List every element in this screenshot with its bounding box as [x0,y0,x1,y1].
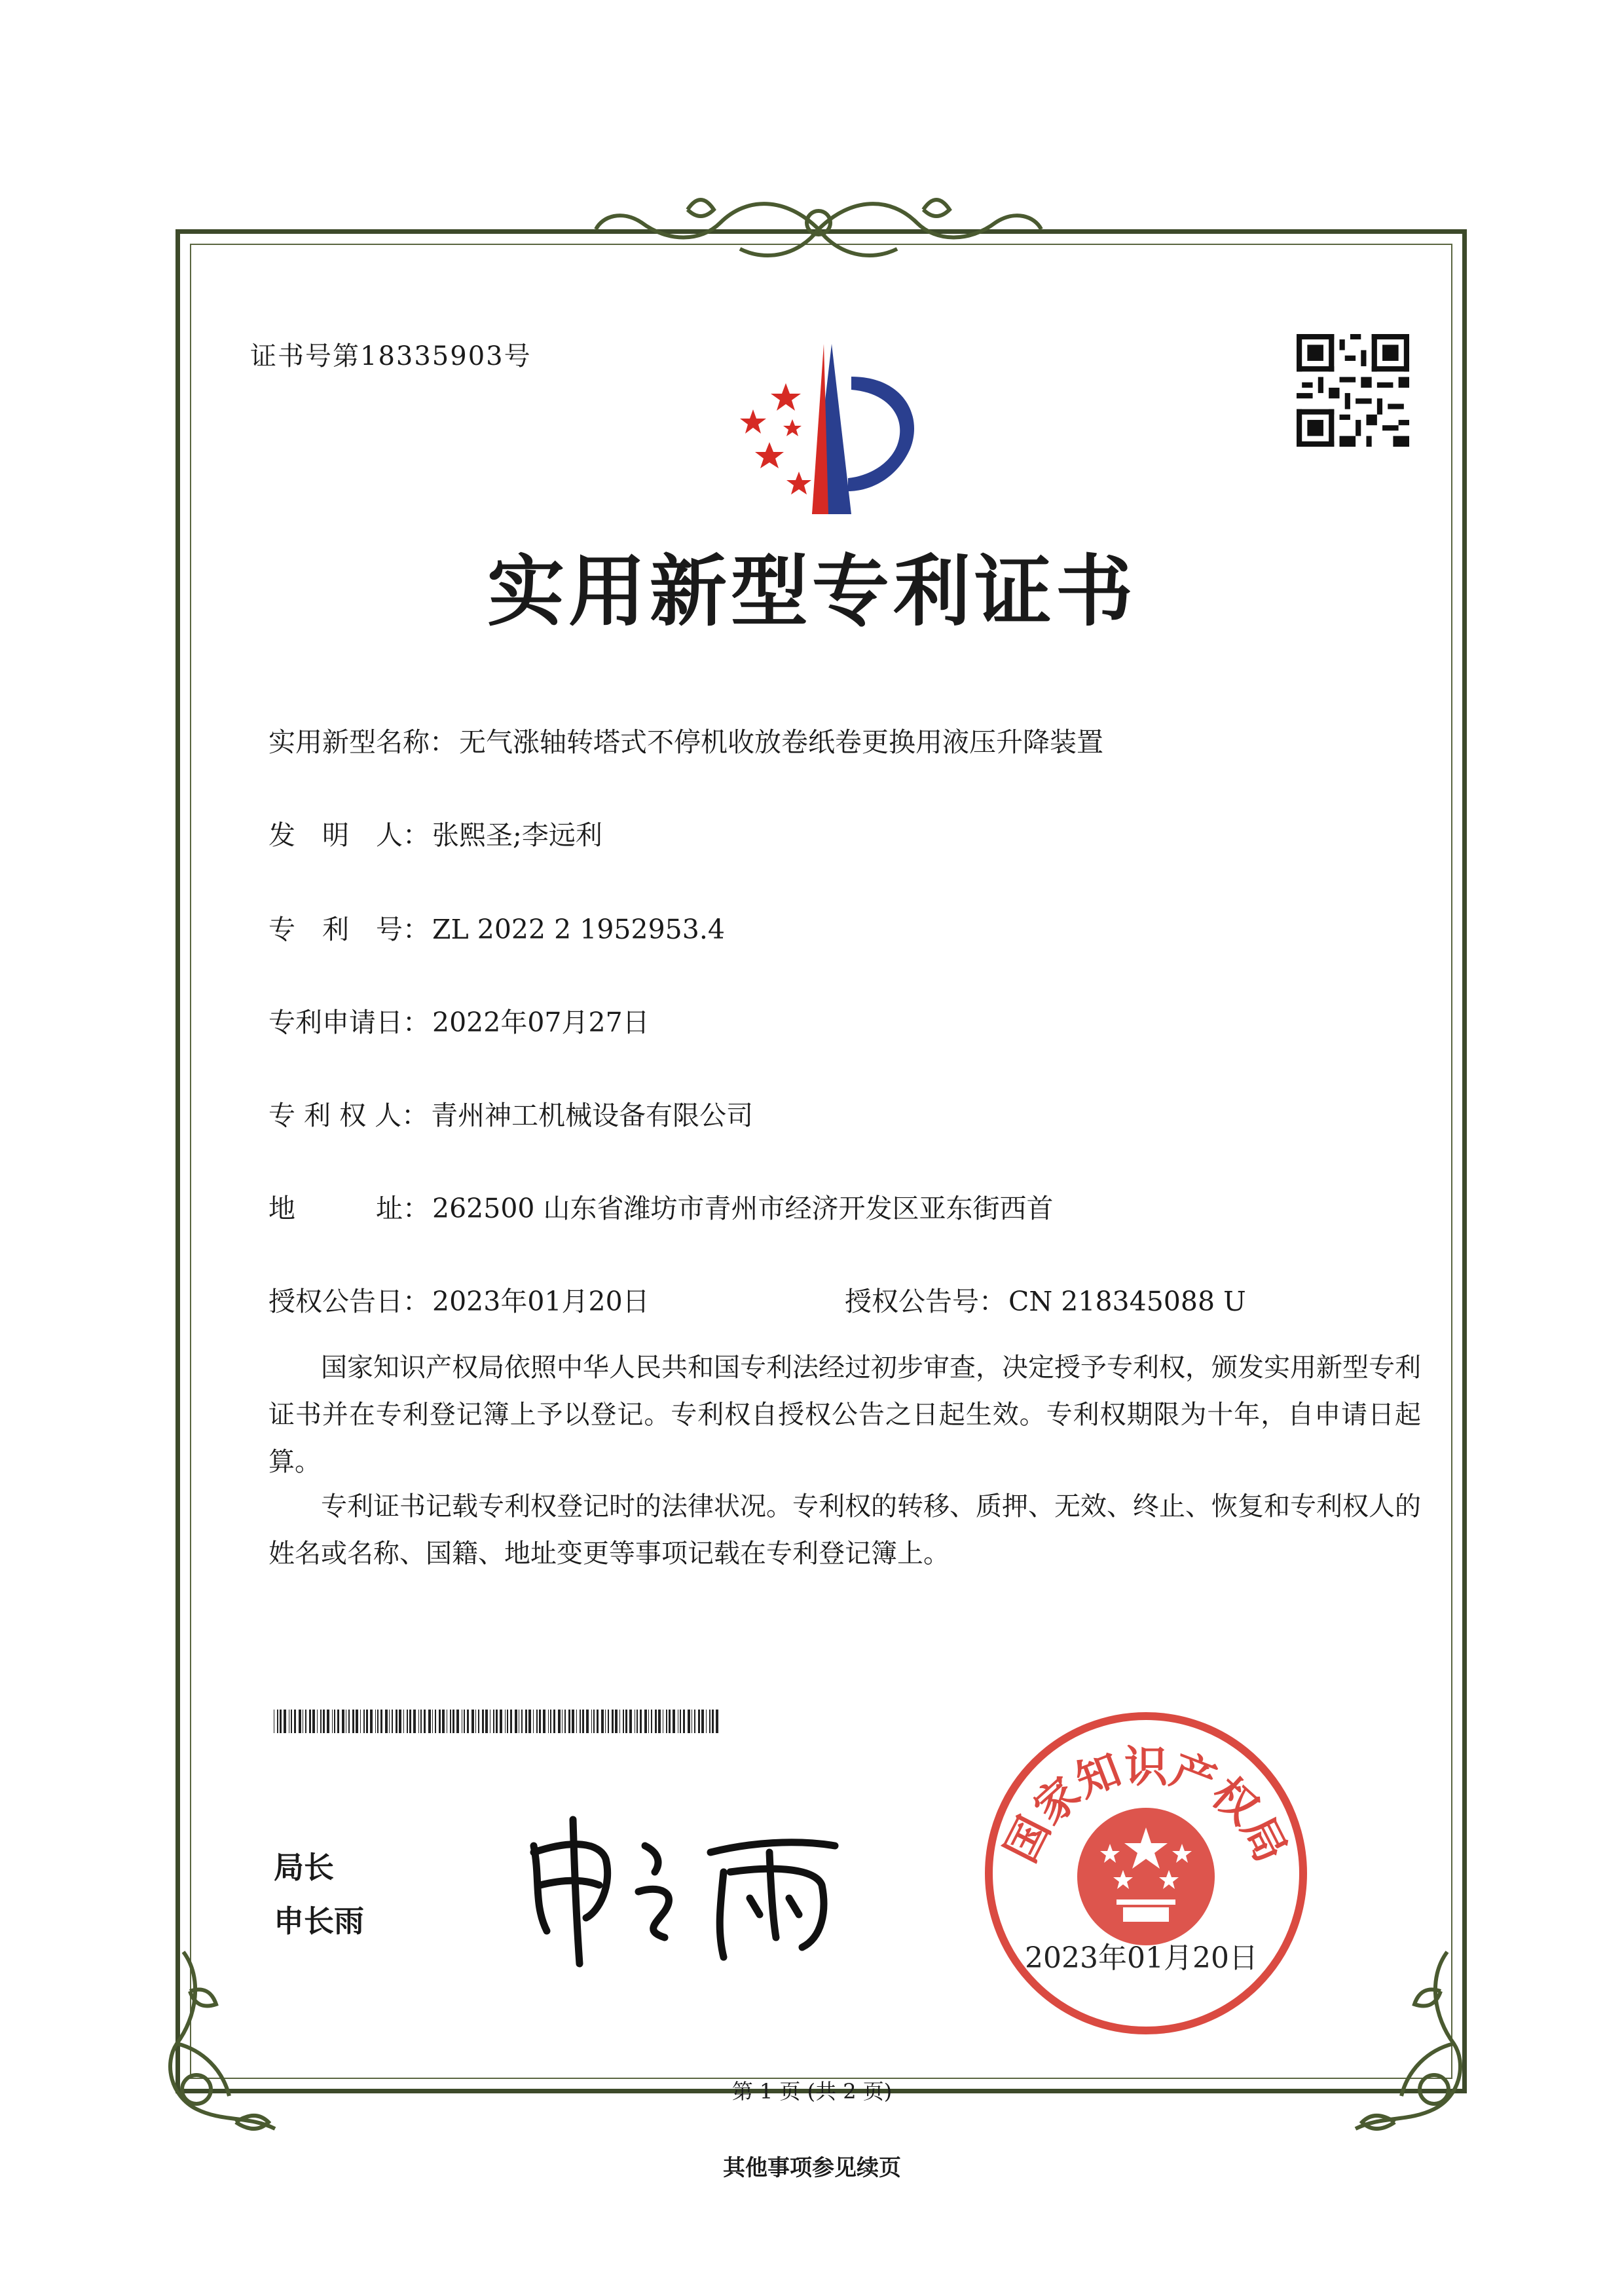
barcode-bar [418,1710,419,1733]
barcode-bar [623,1710,624,1733]
barcode-bar [582,1710,584,1733]
barcode-icon [274,1710,719,1733]
barcode-bar [586,1710,589,1733]
barcode-bar [601,1710,604,1733]
barcode-bar [366,1710,368,1733]
barcode-bar [640,1710,642,1733]
barcode-bar [680,1710,681,1733]
barcode-bar [591,1710,592,1733]
barcode-bar [683,1710,685,1733]
barcode-bar [424,1710,426,1733]
certificate-number: 证书号第18335903号 [250,341,532,371]
bottom-left-ornament-icon [157,1939,327,2148]
barcode-bar [493,1710,494,1733]
field-inventor [268,814,602,852]
barcode-bar [327,1710,329,1733]
barcode-bar [543,1710,545,1733]
barcode-bar [694,1710,695,1733]
barcode-bar [539,1710,541,1733]
barcode-bar [312,1710,315,1733]
barcode-bar [467,1710,469,1733]
barcode-bar [629,1710,632,1733]
barcode-bar [564,1710,566,1733]
page-indicator: 第 1 页 (共 2 页) [731,2079,893,2104]
barcode-bar [510,1710,512,1733]
barcode-bar [666,1710,667,1733]
field-grant-date [268,1280,650,1319]
barcode-bar [317,1710,318,1733]
barcode-bar [482,1710,484,1733]
top-ornament-icon [589,183,1048,275]
barcode-bar [496,1710,498,1733]
field-patentee [268,1094,753,1132]
paragraph-legal-status: 专利证书记载专利权登记时的法律状况。专利权的转移、质押、无效、终止、恢复和专利权人的姓名或名称、国籍、地址变更等事项记载在专利登记簿上。 [268,1491,1421,1569]
director-title: 局长 [274,1850,334,1885]
official-seal-icon [976,1703,1316,2044]
barcode-bar [442,1710,445,1733]
barcode-bar [392,1710,393,1733]
field-grant-no-label: 授权公告号： [845,1286,1006,1317]
barcode-bar [320,1710,322,1733]
barcode-bar [360,1710,361,1733]
barcode-bar [612,1710,614,1733]
field-filing-date-value: 2022年07月27日 [432,1007,650,1038]
barcode-bar [709,1710,710,1733]
barcode-bar [305,1710,306,1733]
field-grant-date-value: 2023年01月20日 [432,1286,650,1317]
field-patent-no-label: 专 利 号： [268,914,430,945]
barcode-bar [608,1710,609,1733]
barcode-bar [673,1710,675,1733]
field-grant-no-value: CN 218345088 U [1008,1286,1246,1317]
barcode-bar [309,1710,311,1733]
barcode-bar [396,1710,397,1733]
field-address-label: 地 址： [268,1193,430,1224]
seal-date: 2023年01月20日 [1025,1941,1258,1975]
barcode-bar [500,1710,502,1733]
barcode-bar [420,1710,422,1733]
barcode-bar [409,1710,411,1733]
barcode-bar [637,1710,638,1733]
barcode-bar [485,1710,488,1733]
barcode-bar [536,1710,538,1733]
barcode-bar [456,1710,459,1733]
barcode-bar [698,1710,700,1733]
barcode-bar [505,1710,506,1733]
barcode-bar [337,1710,339,1733]
barcode-bar [701,1710,704,1733]
field-address-value: 262500 山东省潍坊市青州市经济开发区亚东街西首 [432,1193,1054,1224]
barcode-bar [568,1710,570,1733]
barcode-bar [548,1710,549,1733]
barcode-bar [299,1710,301,1733]
barcode-bar [597,1710,599,1733]
barcode-bar [593,1710,595,1733]
barcode-bar [644,1710,647,1733]
barcode-bar [389,1710,390,1733]
barcode-bar [572,1710,574,1733]
page-title: 实用新型专利证书 [487,546,1137,637]
barcode-bar [475,1710,476,1733]
field-name-value: 无气涨轴转塔式不停机收放卷纸卷更换用液压升降装置 [459,726,1103,758]
director-name: 申长雨 [274,1903,364,1939]
barcode-bar [655,1710,657,1733]
barcode-bar [452,1710,454,1733]
barcode-bar [651,1710,652,1733]
barcode-bar [280,1710,282,1733]
barcode-bar [580,1710,581,1733]
field-patentee-value: 青州神工机械设备有限公司 [431,1100,754,1131]
barcode-bar [521,1710,523,1733]
barcode-bar [380,1710,382,1733]
barcode-bar [528,1710,531,1733]
barcode-bar [342,1710,344,1733]
barcode-bar [550,1710,551,1733]
barcode-bar [413,1710,416,1733]
field-name [268,720,1103,759]
barcode-bar [525,1710,527,1733]
barcode-bar [706,1710,707,1733]
barcode-bar [403,1710,404,1733]
barcode-bar [294,1710,296,1733]
barcode-bar [507,1710,508,1733]
barcode-bar [377,1710,378,1733]
barcode-bar [619,1710,620,1733]
barcode-bar [515,1710,517,1733]
barcode-bar [576,1710,577,1733]
barcode-bar [558,1710,561,1733]
barcode-bar [478,1710,479,1733]
barcode-bar [669,1710,671,1733]
field-patent-no [268,908,725,946]
barcode-bar [407,1710,408,1733]
barcode-bar [356,1710,358,1733]
field-filing-date [268,1001,650,1039]
barcode-bar [284,1710,286,1733]
field-patentee-label: 专 利 权 人： [268,1100,429,1131]
barcode-bar [562,1710,563,1733]
barcode-bar [615,1710,618,1733]
barcode-bar [334,1710,335,1733]
field-grant-no [845,1280,1246,1319]
footer-note: 其他事项参见续页 [723,2155,901,2181]
barcode-bar [363,1710,365,1733]
barcode-bar [277,1710,278,1733]
barcode-bar [533,1710,534,1733]
barcode-bar [648,1710,649,1733]
barcode-bar [605,1710,606,1733]
bottom-right-ornament-icon [1303,1939,1473,2148]
barcode-bar [688,1710,690,1733]
barcode-bar [375,1710,376,1733]
barcode-bar [553,1710,555,1733]
barcode-bar [399,1710,401,1733]
barcode-bar [439,1710,441,1733]
handwritten-signature [514,1806,855,1970]
barcode-bar [625,1710,627,1733]
barcode-bar [323,1710,325,1733]
barcode-bar [450,1710,451,1733]
barcode-bar [352,1710,354,1733]
barcode-bar [385,1710,388,1733]
barcode-bar [370,1710,373,1733]
seal-text: 国家知识产权局 [995,1741,1297,1871]
field-grant-date-label: 授权公告日： [268,1286,430,1317]
barcode-bar [464,1710,465,1733]
qr-code-icon [1297,334,1409,447]
field-filing-date-label: 专利申请日： [268,1007,430,1038]
barcode-bar [291,1710,292,1733]
barcode-bar [716,1710,718,1733]
field-name-label: 实用新型名称： [268,726,456,758]
field-address [268,1187,1054,1225]
barcode-bar [712,1710,714,1733]
barcode-bar [348,1710,350,1733]
field-inventor-value: 张熙圣;李远利 [432,819,602,851]
barcode-bar [428,1710,431,1733]
barcode-bar [332,1710,333,1733]
barcode-bar [658,1710,661,1733]
paragraph-grant: 国家知识产权局依照中华人民共和国专利法经过初步审查，决定授予专利权，颁发实用新型专利证书并在专利登记簿上予以登记。专利权自授权公告之日起生效。专利权期限为十年，自申请日起算。 [268,1353,1421,1477]
field-patent-no-value: ZL 2022 2 1952953.4 [432,914,725,945]
barcode-bar [435,1710,436,1733]
barcode-bar [432,1710,433,1733]
barcode-bar [471,1710,474,1733]
field-inventor-label: 发 明 人： [268,819,430,851]
cnipa-logo-icon [714,337,930,521]
